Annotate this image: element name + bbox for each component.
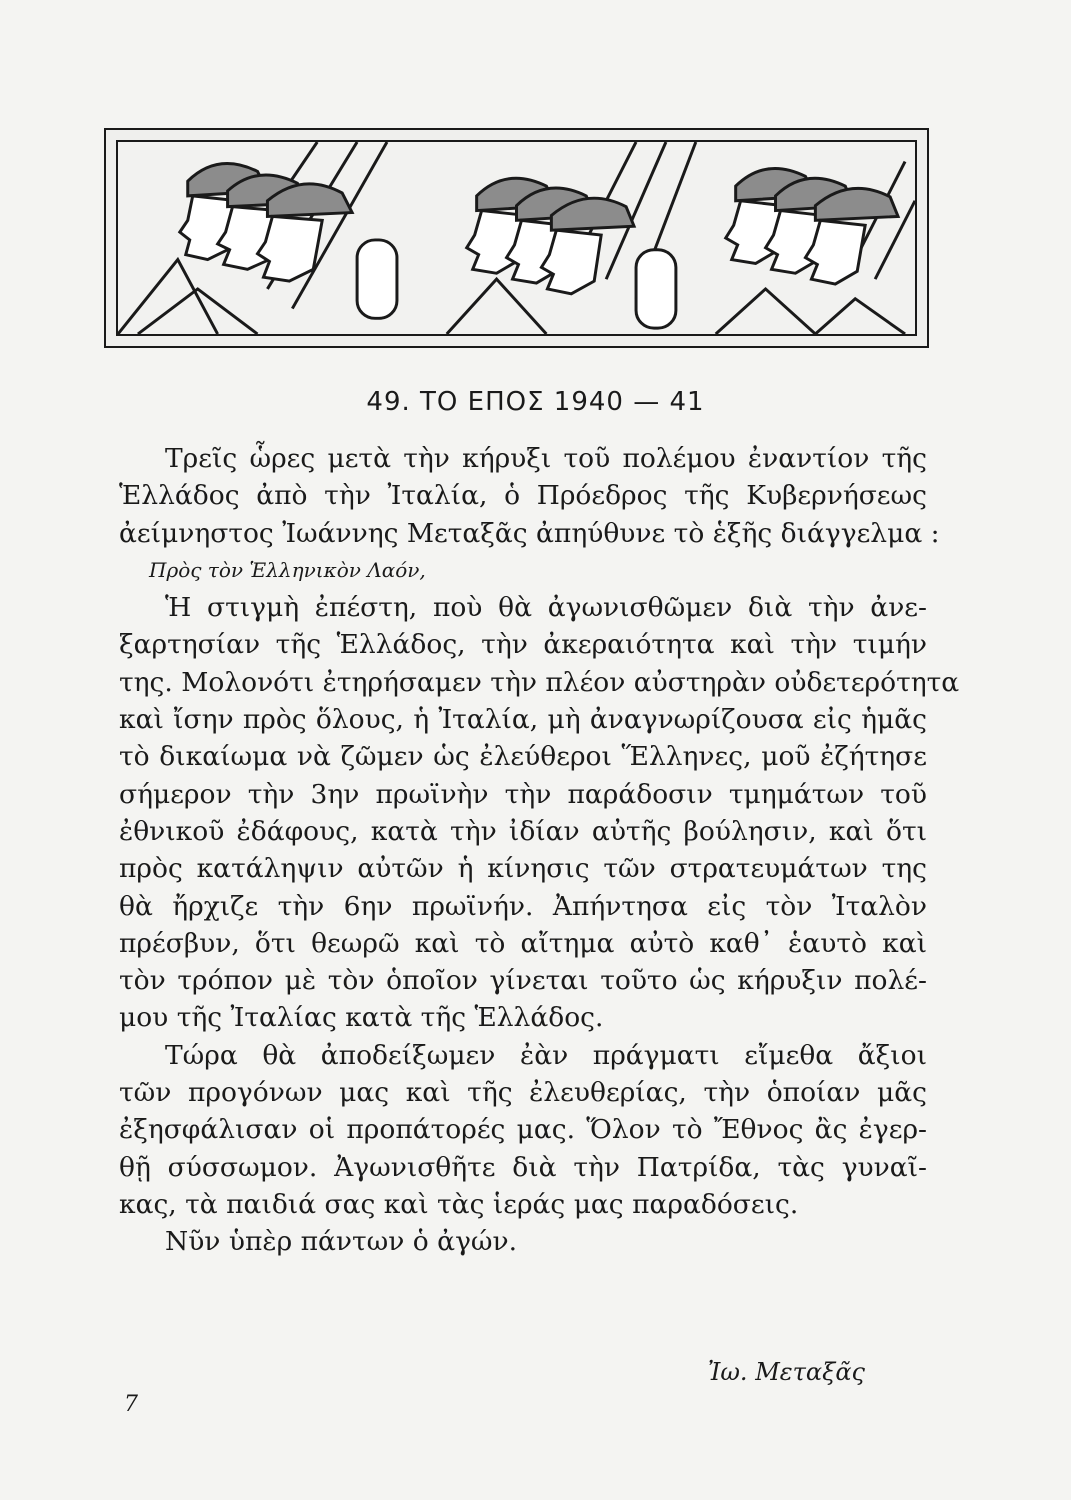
text-line: καὶ ἴσην πρὸς ὅλους, ἡ Ἰταλία, μὴ ἀναγνωρίζουσα εἰς ἡμᾶς (119, 704, 927, 736)
text-line: Τώρα θὰ ἀποδείξωμεν ἐὰν πράγματι εἴμεθα ἄξιοι (165, 1039, 927, 1071)
text-line: κας, τὰ παιδιά σας καὶ τὰς ἱεράς μας παραδόσεις. (119, 1188, 799, 1220)
text-line: ξαρτησίαν τῆς Ἑλλάδος, τὴν ἀκεραιότητα καὶ τὴν τιμήν (119, 629, 927, 661)
text-line: πρέσβυν, ὅτι θεωρῶ καὶ τὸ αἴτημα αὐτὸ καθ᾽ ἑαυτὸ καὶ (119, 927, 927, 959)
text-line: θῇ σύσσωμον. Ἀγωνισθῆτε διὰ τὴν Πατρίδα, τὰς γυναῖ- (119, 1151, 927, 1183)
body-text (119, 440, 960, 1261)
text-line: ἐξησφάλισαν οἱ προπάτορές μας. Ὅλον τὸ Ἔθνος ἂς ἐγερ- (119, 1114, 927, 1146)
text-line: Τρεῖς ὧρες μετὰ τὴν κήρυξι τοῦ πολέμου ἐναντίον τῆς (165, 443, 927, 474)
chapter-title: 49. ΤΟ ΕΠΟΣ 1940 — 41 (366, 387, 705, 418)
text-line: Νῦν ὑπὲρ πάντων ὁ ἀγών. (165, 1226, 518, 1258)
salutation: Πρὸς τὸν Ἑλληνικὸν Λαόν, (149, 557, 426, 582)
text-line: τὸν τρόπον μὲ τὸν ὁποῖον γίνεται τοῦτο ὡς κήρυξιν πολέ- (119, 965, 927, 997)
text-line: σήμερον τὴν 3ην πρωϊνὴν τὴν παράδοσιν τμημάτων τοῦ (119, 778, 927, 810)
text-line: πρὸς κατάληψιν αὐτῶν ἡ κίνησις τῶν στρατευμάτων της (119, 853, 927, 885)
marching-soldiers-illustration (104, 128, 929, 348)
text-line: Ἑλλάδος ἀπὸ τὴν Ἰταλία, ὁ Πρόεδρος τῆς Κυβερνήσεως (119, 480, 927, 512)
text-line: τῶν προγόνων μας καὶ τῆς ἐλευθερίας, τὴν ὁποίαν μᾶς (119, 1077, 927, 1109)
page-number: 7 (124, 1392, 138, 1417)
text-line: θὰ ἤρχιζε τὴν 6ην πρωϊνήν. Ἀπήντησα εἰς τὸν Ἰταλὸν (119, 890, 927, 922)
soldiers-drawing (118, 142, 915, 334)
signature: Ἰω. Μεταξᾶς (707, 1358, 865, 1386)
text-line: ἐθνικοῦ ἐδάφους, κατὰ τὴν ἰδίαν αὐτῆς βούλησιν, καὶ ὅτι (119, 815, 927, 847)
text-line: μου τῆς Ἰταλίας κατὰ τῆς Ἑλλάδος. (119, 1002, 604, 1034)
text-line: της. Μολονότι ἐτηρήσαμεν τὴν πλέον αὐστηρὰν οὐδετερότητα (119, 666, 960, 698)
text-line: ἀείμνηστος Ἰωάννης Μεταξᾶς ἀπηύθυνε τὸ ἑξῆς διάγγελμα : (119, 517, 940, 549)
text-line: Ἡ στιγμὴ ἐπέστη, ποὺ θὰ ἀγωνισθῶμεν διὰ τὴν ἀνε- (165, 592, 927, 624)
text-line: τὸ δικαίωμα νὰ ζῶμεν ὡς ἐλεύθεροι Ἕλληνες, μοῦ ἐζήτησε (119, 741, 927, 773)
